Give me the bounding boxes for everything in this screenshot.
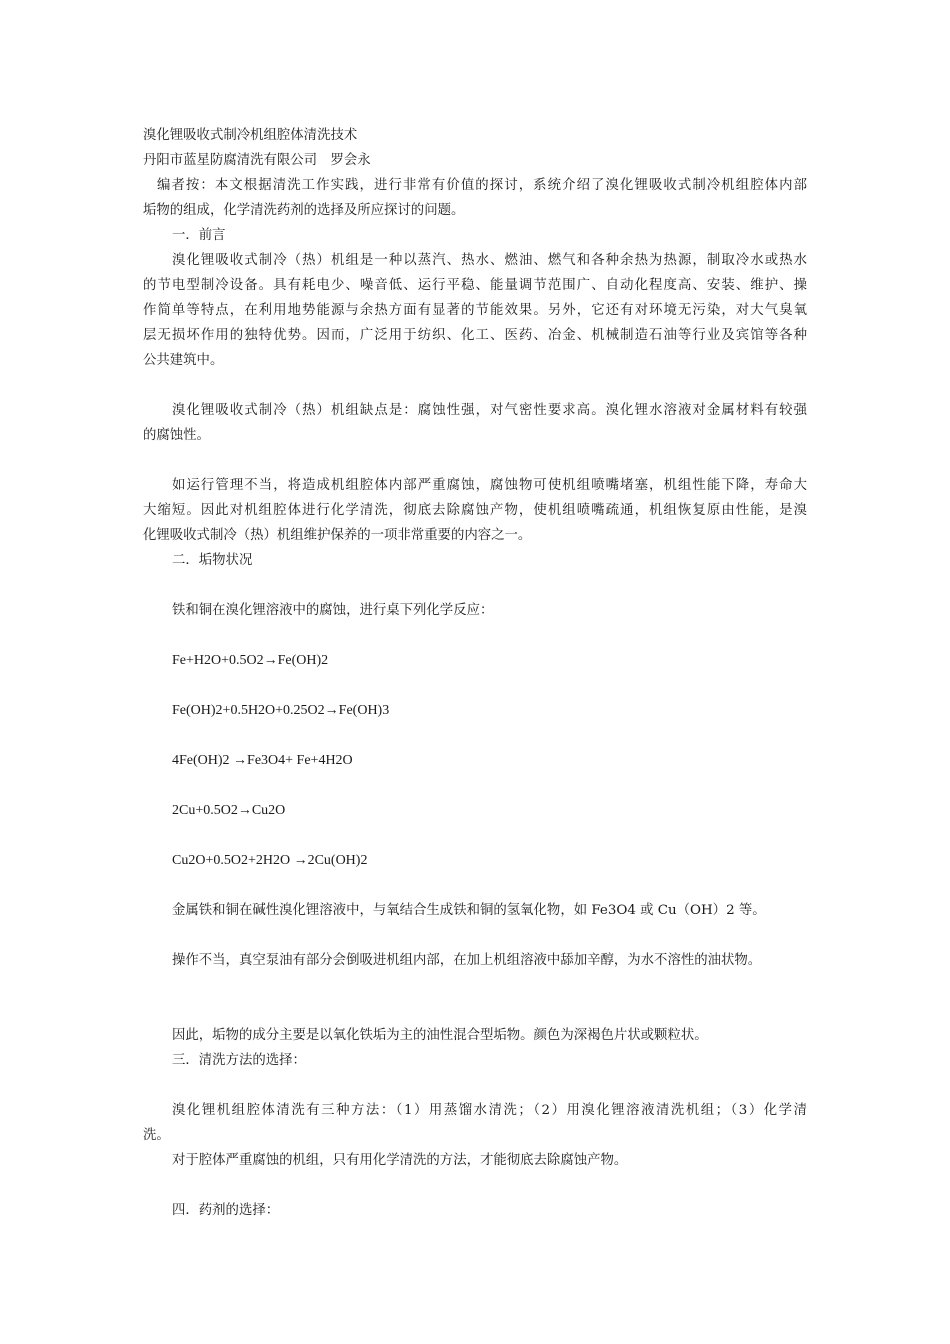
paragraph-line: 如运行管理不当，将造成机组腔体内部严重腐蚀，腐蚀物可使机组喷嘴堵塞，机组性能下降，寿命大 bbox=[172, 478, 807, 493]
paragraph-line: 金属铁和铜在碱性溴化锂溶液中，与氧结合生成铁和铜的氢氧化物，如 Fe3O4 或 Cu（OH）2 等。 bbox=[172, 903, 766, 918]
section-heading-deposits: 二．垢物状况 bbox=[172, 553, 253, 568]
paragraph-line: 铁和铜在溴化锂溶液中的腐蚀，进行桌下列化学反应： bbox=[172, 603, 494, 618]
reaction-equation: Cu2O+0.5O2+2H2O →2Cu(OH)2 bbox=[172, 853, 368, 868]
editor-note-line: 编者按：本文根据清洗工作实践，进行非常有价值的探讨，系统介绍了溴化锂吸收式制冷机组腔体内部 bbox=[157, 178, 807, 193]
paragraph-line: 公共建筑中。 bbox=[143, 353, 224, 368]
paragraph-line: 溴化锂吸收式制冷（热）机组缺点是：腐蚀性强，对气密性要求高。溴化锂水溶液对金属材料有较强 bbox=[172, 403, 807, 418]
paragraph-line: 对于腔体严重腐蚀的机组，只有用化学清洗的方法，才能彻底去除腐蚀产物。 bbox=[172, 1153, 628, 1168]
reaction-equation: 2Cu+0.5O2→Cu2O bbox=[172, 803, 286, 818]
paragraph-line: 大缩短。因此对机组腔体进行化学清洗，彻底去除腐蚀产物，使机组喷嘴疏通，机组恢复原由性能，是溴 bbox=[143, 503, 807, 518]
paragraph-line: 的节电型制冷设备。具有耗电少、噪音低、运行平稳、能量调节范围广、自动化程度高、安装、维护、操 bbox=[143, 278, 807, 293]
paragraph-line: 溴化锂机组腔体清洗有三种方法：（1）用蒸馏水清洗；（2）用溴化锂溶液清洗机组；（3）化学清 bbox=[172, 1103, 807, 1118]
paragraph-line: 溴化锂吸收式制冷（热）机组是一种以蒸汽、热水、燃油、燃气和各种余热为热源，制取冷水或热水 bbox=[172, 253, 807, 268]
editor-note-line: 垢物的组成，化学清洗药剂的选择及所应探讨的问题。 bbox=[143, 203, 465, 218]
reaction-equation: Fe+H2O+0.5O2→Fe(OH)2 bbox=[172, 653, 329, 668]
paragraph-line: 操作不当，真空泵油有部分会倒吸进机组内部，在加上机组溶液中舔加辛醇，为水不溶性的油状物。 bbox=[172, 953, 762, 968]
paragraph-line: 洗。 bbox=[143, 1128, 170, 1143]
document-title: 溴化锂吸收式制冷机组腔体清洗技术 bbox=[143, 128, 358, 143]
paragraph-line: 因此，垢物的成分主要是以氧化铁垢为主的油性混合型垢物。颜色为深褐色片状或颗粒状。 bbox=[172, 1028, 708, 1043]
section-heading-cleaning-method: 三．清洗方法的选择： bbox=[172, 1053, 306, 1068]
reaction-equation: 4Fe(OH)2 →Fe3O4+ Fe+4H2O bbox=[172, 753, 353, 768]
paragraph-line: 化锂吸收式制冷（热）机组维护保养的一项非常重要的内容之一。 bbox=[143, 528, 532, 543]
paragraph-line: 作简单等特点，在利用地势能源与余热方面有显著的节能效果。另外，它还有对环境无污染，对大气臭氧 bbox=[143, 303, 807, 318]
document-byline: 丹阳市蓝星防腐清洗有限公司 罗会永 bbox=[143, 153, 371, 168]
paragraph-line: 的腐蚀性。 bbox=[143, 428, 210, 443]
paragraph-line: 层无损坏作用的独特优势。因而，广泛用于纺织、化工、医药、冶金、机械制造石油等行业及宾馆等各种 bbox=[143, 328, 807, 343]
reaction-equation: Fe(OH)2+0.5H2O+0.25O2→Fe(OH)3 bbox=[172, 703, 390, 718]
section-heading-chemicals: 四．药剂的选择： bbox=[172, 1203, 280, 1218]
section-heading-intro: 一．前言 bbox=[172, 228, 226, 243]
